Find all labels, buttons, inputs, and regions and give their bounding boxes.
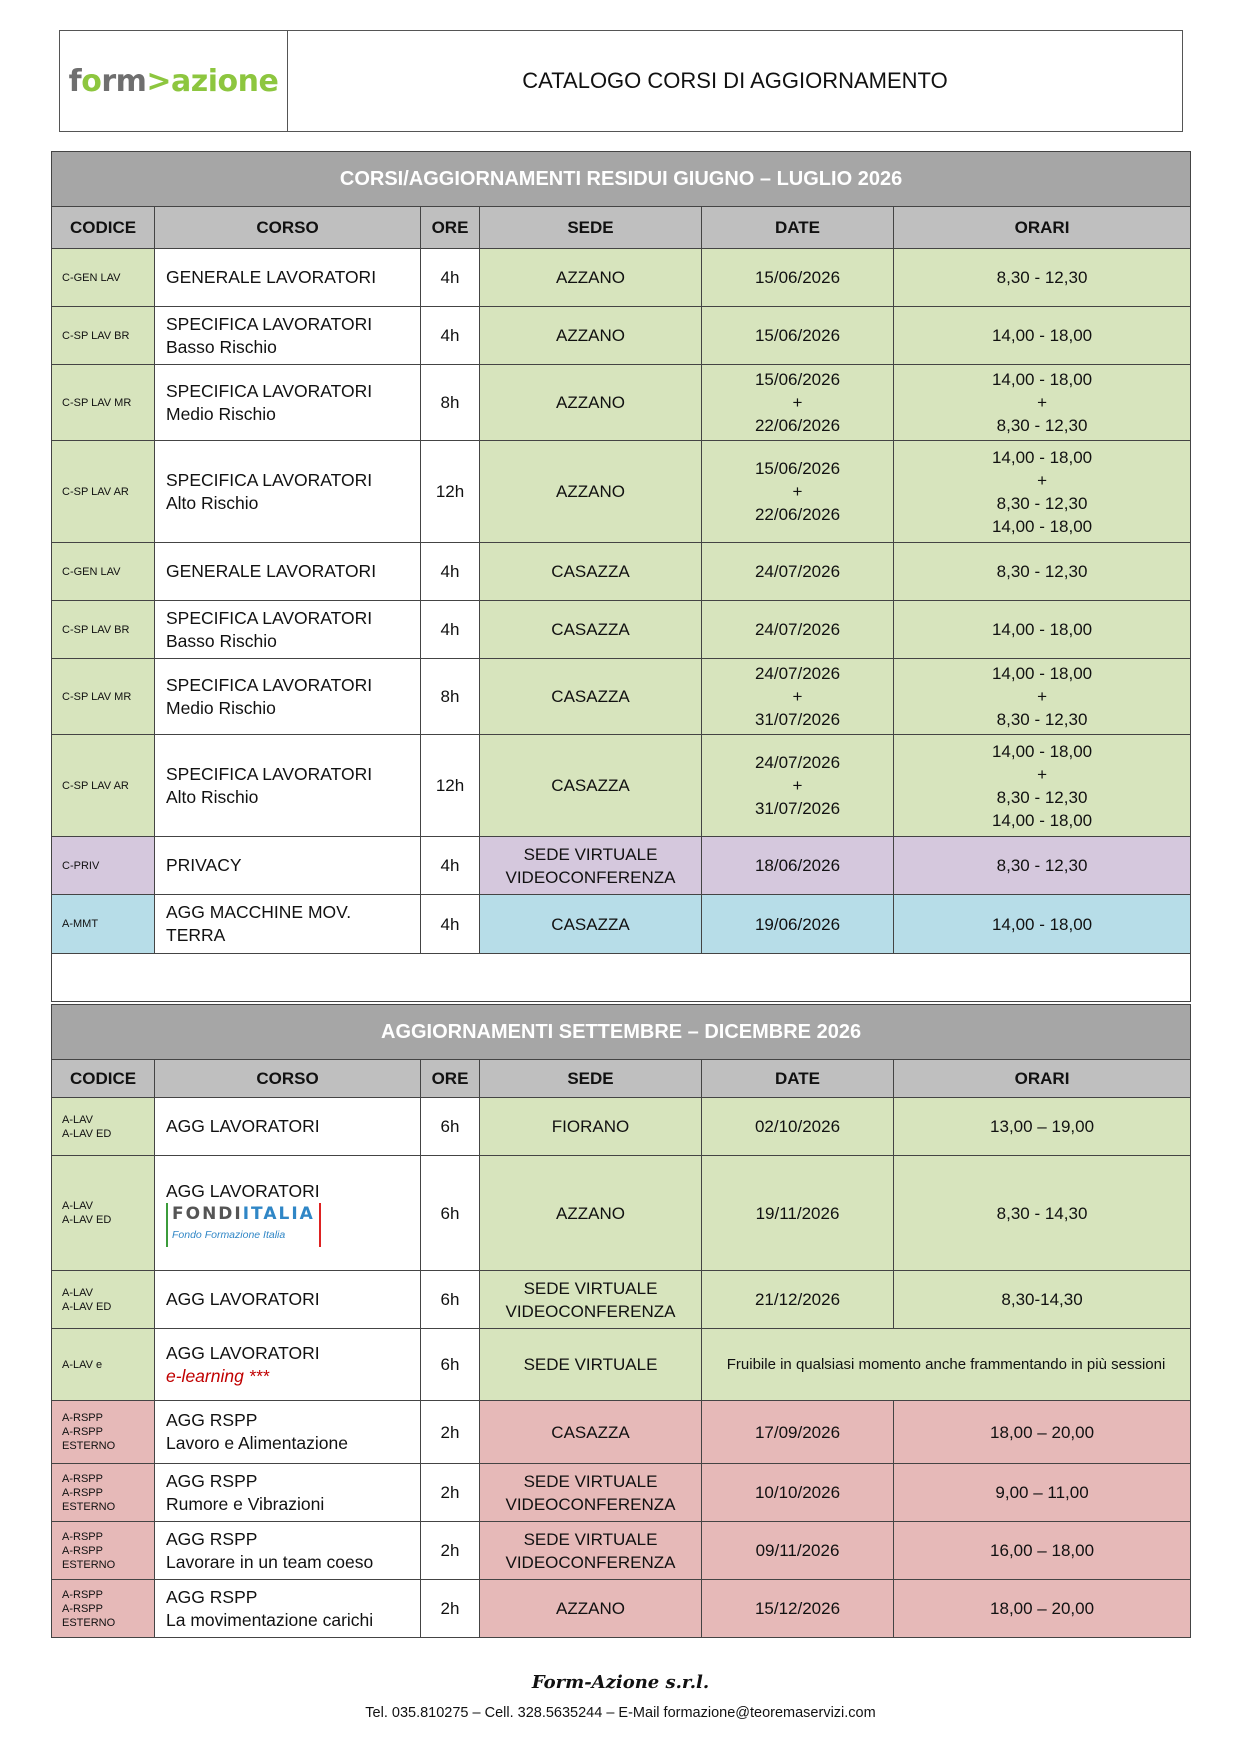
cell-line: 24/07/2026	[754, 562, 841, 581]
cell-line: AZZANO	[556, 1203, 625, 1223]
course-location	[480, 307, 702, 365]
cell-line: 14,00 - 18,00	[991, 447, 1093, 467]
table-row	[52, 441, 1191, 543]
cell-line: 02/10/2026	[754, 1117, 841, 1136]
course-location	[480, 1329, 702, 1401]
cell-line: A-LAV e	[62, 1358, 103, 1371]
column-header: ORE	[421, 207, 480, 249]
course-name	[155, 365, 421, 441]
course-name	[155, 1580, 421, 1638]
table-row	[52, 895, 1191, 954]
cell-line: CASAZZA	[551, 1422, 630, 1442]
course-location	[480, 1156, 702, 1271]
cell-line: A-LAV ED	[62, 1300, 112, 1313]
cell-line: 15/06/2026	[754, 370, 841, 389]
cell-line: 8,30 - 12,30	[996, 416, 1088, 435]
course-times	[894, 1271, 1191, 1329]
column-header: CORSO	[155, 1060, 421, 1098]
cell-line: 14,00 - 18,00	[991, 810, 1093, 830]
course-location	[480, 1271, 702, 1329]
course-name	[155, 1098, 421, 1156]
cell-line: A-LAV ED	[62, 1127, 112, 1140]
course-times	[894, 735, 1191, 837]
cell-line: 31/07/2026	[754, 799, 841, 818]
course-hours: 12h	[421, 441, 480, 543]
course-times	[894, 837, 1191, 895]
cell-line: AGG LAVORATORI	[166, 1116, 320, 1136]
cell-line: A-MMT	[62, 918, 99, 930]
column-header: SEDE	[480, 207, 702, 249]
course-times	[894, 601, 1191, 659]
document-header	[59, 30, 1183, 132]
cell-line: AZZANO	[556, 326, 625, 345]
course-dates	[702, 601, 894, 659]
column-header: CODICE	[52, 207, 155, 249]
cell-line: 14,00 - 18,00	[991, 326, 1093, 345]
course-code	[52, 1580, 155, 1638]
cell-line: C-SP LAV MR	[62, 396, 132, 409]
course-code	[52, 895, 155, 954]
cell-line: C-SP LAV AR	[62, 485, 129, 498]
cell-line: C-SP LAV BR	[62, 329, 130, 342]
cell-line: AGG MACCHINE MOV.	[166, 902, 352, 922]
cell-line: 14,00 - 18,00	[991, 620, 1093, 639]
cell-line: SPECIFICA LAVORATORI	[166, 380, 373, 401]
formazione-logo: form>azione	[68, 63, 279, 99]
course-code	[52, 1464, 155, 1522]
course-dates	[702, 659, 894, 735]
cell-line: 18,00 – 20,00	[990, 1422, 1095, 1442]
course-hours: 4h	[421, 601, 480, 659]
course-hours: 2h	[421, 1401, 480, 1464]
cell-line: 24/07/2026	[754, 664, 841, 683]
cell-line: VIDEOCONFERENZA	[505, 1552, 676, 1572]
cell-line: La movimentazione carichi	[166, 1609, 374, 1630]
cell-line: CASAZZA	[551, 687, 630, 706]
course-dates	[702, 1401, 894, 1464]
cell-line: A-LAV ED	[62, 1214, 112, 1226]
cell-line: C-SP LAV AR	[62, 779, 129, 792]
course-name	[155, 1271, 421, 1329]
course-code	[52, 1522, 155, 1580]
cell-line: PRIVACY	[166, 855, 242, 875]
footer-contacts: Tel. 035.810275 – Cell. 328.5635244 – E-Mail formazione@teoremaservizi.com	[365, 1705, 876, 1721]
cell-line: FIORANO	[551, 1117, 630, 1136]
cell-line: Lavorare in un team coeso	[166, 1551, 374, 1572]
cell-line: AZZANO	[556, 1599, 625, 1618]
footer-company: Form-Azione s.r.l.	[531, 1672, 710, 1693]
course-hours: 2h	[421, 1580, 480, 1638]
course-code	[52, 1329, 155, 1401]
table-row	[52, 1464, 1191, 1522]
cell-line: AGG RSPP	[166, 1586, 258, 1607]
section-title: CORSI/AGGIORNAMENTI RESIDUI GIUGNO – LUGLIO 2026	[52, 152, 1191, 207]
cell-line: A-RSPP	[62, 1412, 103, 1424]
cell-line: Basso Rischio	[166, 336, 277, 357]
cell-line: 8,30 - 12,30	[996, 787, 1088, 807]
course-location	[480, 659, 702, 735]
course-dates	[702, 1522, 894, 1580]
table-row	[52, 1098, 1191, 1156]
cell-line: SEDE VIRTUALE	[523, 844, 658, 864]
table-row	[52, 365, 1191, 441]
cell-line: 17/09/2026	[754, 1422, 841, 1442]
course-code	[52, 543, 155, 601]
course-code	[52, 837, 155, 895]
cell-line: SEDE VIRTUALE	[523, 1355, 658, 1374]
cell-line: A-RSPP	[62, 1588, 103, 1601]
cell-line: GENERALE LAVORATORI	[166, 267, 377, 287]
cell-line: C-SP LAV BR	[62, 623, 130, 636]
table-row	[52, 543, 1191, 601]
cell-line: SEDE VIRTUALE	[523, 1471, 658, 1491]
cell-line: 15/12/2026	[754, 1599, 841, 1618]
course-times	[894, 249, 1191, 307]
table-row	[52, 1156, 1191, 1271]
cell-line: 8,30 - 14,30	[996, 1203, 1088, 1223]
course-dates	[702, 895, 894, 954]
cell-line: AGG LAVORATORI	[166, 1180, 320, 1201]
cell-line: 13,00 – 19,00	[990, 1117, 1095, 1136]
course-location	[480, 1522, 702, 1580]
cell-line: +	[1037, 764, 1047, 784]
cell-line: C-GEN LAV	[62, 271, 121, 284]
cell-line: 19/11/2026	[755, 1203, 840, 1223]
cell-line: Medio Rischio	[166, 403, 276, 424]
cell-line: 14,00 - 18,00	[991, 914, 1093, 934]
course-name	[155, 249, 421, 307]
cell-line: ESTERNO	[62, 1440, 116, 1452]
cell-line: TERRA	[166, 925, 226, 945]
course-name	[155, 1464, 421, 1522]
cell-line: 16,00 – 18,00	[990, 1541, 1095, 1560]
course-name	[155, 543, 421, 601]
course-code	[52, 1401, 155, 1464]
course-dates	[702, 249, 894, 307]
course-location	[480, 1464, 702, 1522]
course-times	[894, 1464, 1191, 1522]
course-hours: 4h	[421, 837, 480, 895]
course-code	[52, 1098, 155, 1156]
cell-line: 09/11/2026	[755, 1541, 840, 1560]
table-row	[52, 249, 1191, 307]
course-code	[52, 307, 155, 365]
cell-line: A-RSPP	[62, 1426, 103, 1438]
cell-line: +	[792, 482, 803, 501]
course-location	[480, 895, 702, 954]
cell-line: 19/06/2026	[754, 914, 841, 934]
course-hours: 2h	[421, 1522, 480, 1580]
course-name	[155, 837, 421, 895]
course-location	[480, 1098, 702, 1156]
cell-line: 10/10/2026	[754, 1483, 841, 1502]
cell-line: AGG LAVORATORI	[166, 1289, 320, 1309]
cell-line: ESTERNO	[62, 1616, 116, 1629]
cell-line: +	[792, 393, 803, 412]
cell-line: VIDEOCONFERENZA	[505, 1301, 676, 1321]
cell-line: A-RSPP	[62, 1544, 103, 1557]
course-location	[480, 543, 702, 601]
elearning-label: e-learning ***	[166, 1365, 270, 1386]
column-header: ORARI	[894, 207, 1191, 249]
cell-line: Medio Rischio	[166, 697, 276, 718]
table-row	[52, 735, 1191, 837]
course-name	[155, 1522, 421, 1580]
course-code	[52, 441, 155, 543]
course-code	[52, 1271, 155, 1329]
cell-line: +	[792, 776, 803, 795]
table-row	[52, 1522, 1191, 1580]
cell-line: Rumore e Vibrazioni	[166, 1493, 325, 1514]
course-name	[155, 441, 421, 543]
table-row	[52, 1271, 1191, 1329]
course-name	[155, 1329, 421, 1401]
cell-line: 8,30 - 12,30	[996, 493, 1088, 513]
column-header: CODICE	[52, 1060, 155, 1098]
cell-line: SPECIFICA LAVORATORI	[166, 313, 373, 334]
spacer-row	[52, 954, 1191, 1002]
column-header: DATE	[702, 207, 894, 249]
course-code	[52, 735, 155, 837]
cell-line: Alto Rischio	[166, 786, 259, 807]
cell-line: Alto Rischio	[166, 492, 259, 513]
course-hours: 12h	[421, 735, 480, 837]
logo-cell	[60, 31, 288, 131]
cell-line: +	[792, 687, 803, 706]
cell-line: AZZANO	[556, 268, 625, 287]
course-dates	[702, 307, 894, 365]
cell-line: AGG RSPP	[166, 1528, 258, 1549]
column-header: CORSO	[155, 207, 421, 249]
cell-line: 22/06/2026	[754, 416, 841, 435]
cell-line: GENERALE LAVORATORI	[166, 561, 377, 581]
cell-line: 9,00 – 11,00	[995, 1483, 1089, 1502]
cell-line: 24/07/2026	[754, 753, 841, 772]
course-times	[894, 1156, 1191, 1271]
cell-line: CASAZZA	[551, 620, 630, 639]
fonditalia-logo: FONDIITALIA Fondo Formazione Italia	[166, 1203, 416, 1247]
cell-line: 18/06/2026	[754, 856, 841, 875]
course-location	[480, 1401, 702, 1464]
cell-line: 8,30-14,30	[1001, 1290, 1083, 1309]
course-dates	[702, 1271, 894, 1329]
cell-line: C-SP LAV MR	[62, 690, 132, 703]
course-name	[155, 1401, 421, 1464]
cell-line: CASAZZA	[551, 914, 630, 934]
cell-line: A-LAV	[62, 1200, 93, 1212]
cell-line: C-GEN LAV	[62, 565, 121, 578]
course-location	[480, 1580, 702, 1638]
cell-line: 8,30 - 12,30	[996, 562, 1088, 581]
course-code	[52, 659, 155, 735]
cell-line: AGG RSPP	[166, 1470, 258, 1491]
course-hours: 2h	[421, 1464, 480, 1522]
cell-line: 15/06/2026	[754, 459, 841, 478]
course-note: Fruibile in qualsiasi momento anche frammentando in più sessioni	[702, 1329, 1191, 1401]
course-location	[480, 441, 702, 543]
cell-line: 8,30 - 12,30	[996, 856, 1088, 875]
course-times	[894, 441, 1191, 543]
course-location	[480, 735, 702, 837]
cell-line: ESTERNO	[62, 1558, 116, 1571]
cell-line: SPECIFICA LAVORATORI	[166, 607, 373, 628]
table-giugno-luglio	[51, 151, 1191, 1002]
section-title: AGGIORNAMENTI SETTEMBRE – DICEMBRE 2026	[52, 1005, 1191, 1060]
cell-line: 15/06/2026	[754, 268, 841, 287]
course-times	[894, 365, 1191, 441]
cell-line: 22/06/2026	[754, 505, 841, 524]
table-row	[52, 1329, 1191, 1401]
cell-line: SPECIFICA LAVORATORI	[166, 674, 373, 695]
course-dates	[702, 1098, 894, 1156]
course-hours: 8h	[421, 365, 480, 441]
course-times	[894, 1098, 1191, 1156]
cell-line: SPECIFICA LAVORATORI	[166, 469, 373, 490]
course-times	[894, 1401, 1191, 1464]
table-settembre-dicembre	[51, 1004, 1191, 1638]
course-times	[894, 895, 1191, 954]
cell-line: A-RSPP	[62, 1472, 103, 1485]
course-hours: 4h	[421, 895, 480, 954]
cell-line: ESTERNO	[62, 1500, 116, 1513]
column-header: SEDE	[480, 1060, 702, 1098]
cell-line: SEDE VIRTUALE	[523, 1278, 658, 1298]
column-header: ORE	[421, 1060, 480, 1098]
course-dates	[702, 441, 894, 543]
cell-line: A-RSPP	[62, 1530, 103, 1543]
course-hours: 6h	[421, 1156, 480, 1271]
cell-line: SPECIFICA LAVORATORI	[166, 763, 373, 784]
cell-line: 31/07/2026	[754, 710, 841, 729]
cell-line: 18,00 – 20,00	[990, 1599, 1095, 1618]
course-hours: 4h	[421, 249, 480, 307]
cell-line: 14,00 - 18,00	[991, 370, 1093, 389]
cell-line: 14,00 - 18,00	[991, 516, 1093, 536]
course-name	[155, 895, 421, 954]
course-code	[52, 249, 155, 307]
page-title: CATALOGO CORSI DI AGGIORNAMENTO	[522, 68, 948, 93]
cell-line: A-LAV	[62, 1113, 93, 1126]
table-row	[52, 307, 1191, 365]
cell-line: 14,00 - 18,00	[991, 741, 1093, 761]
cell-line: AZZANO	[556, 393, 625, 412]
cell-line: 8,30 - 12,30	[996, 268, 1088, 287]
cell-line: 14,00 - 18,00	[991, 664, 1093, 683]
table-row	[52, 837, 1191, 895]
course-dates	[702, 1580, 894, 1638]
course-hours: 8h	[421, 659, 480, 735]
table-row	[52, 1401, 1191, 1464]
course-name	[155, 659, 421, 735]
course-hours: 6h	[421, 1271, 480, 1329]
cell-line: 8,30 - 12,30	[996, 710, 1088, 729]
cell-line: CASAZZA	[551, 776, 630, 795]
course-dates	[702, 543, 894, 601]
course-code	[52, 601, 155, 659]
course-location	[480, 837, 702, 895]
cell-line: C-PRIV	[62, 859, 100, 872]
cell-line: 24/07/2026	[754, 620, 841, 639]
course-location	[480, 365, 702, 441]
course-code	[52, 1156, 155, 1271]
course-times	[894, 543, 1191, 601]
cell-line: Lavoro e Alimentazione	[166, 1433, 348, 1453]
course-hours: 6h	[421, 1098, 480, 1156]
course-dates	[702, 735, 894, 837]
course-location	[480, 601, 702, 659]
course-name	[155, 735, 421, 837]
cell-line: AZZANO	[556, 482, 625, 501]
course-dates	[702, 365, 894, 441]
cell-line: +	[1037, 393, 1047, 412]
cell-line: AGG RSPP	[166, 1410, 258, 1430]
course-name	[155, 1156, 421, 1271]
course-times	[894, 1522, 1191, 1580]
cell-line: 21/12/2026	[754, 1290, 841, 1309]
course-times	[894, 1580, 1191, 1638]
course-dates	[702, 1156, 894, 1271]
course-location	[480, 249, 702, 307]
table-row	[52, 1580, 1191, 1638]
cell-line: Basso Rischio	[166, 630, 277, 651]
course-name	[155, 601, 421, 659]
course-dates	[702, 837, 894, 895]
course-hours: 4h	[421, 543, 480, 601]
course-code	[52, 365, 155, 441]
cell-line: A-LAV	[62, 1286, 93, 1299]
course-times	[894, 659, 1191, 735]
cell-line: A-RSPP	[62, 1486, 103, 1499]
course-dates	[702, 1464, 894, 1522]
column-header: ORARI	[894, 1060, 1191, 1098]
cell-line: CASAZZA	[551, 562, 630, 581]
table-row	[52, 601, 1191, 659]
course-times	[894, 307, 1191, 365]
course-hours: 4h	[421, 307, 480, 365]
column-header: DATE	[702, 1060, 894, 1098]
cell-line: +	[1037, 470, 1047, 490]
cell-line: 15/06/2026	[754, 326, 841, 345]
cell-line: AGG LAVORATORI	[166, 1342, 320, 1363]
cell-line: VIDEOCONFERENZA	[505, 1494, 676, 1514]
cell-line: VIDEOCONFERENZA	[505, 867, 676, 887]
table-row	[52, 659, 1191, 735]
course-name	[155, 307, 421, 365]
course-hours: 6h	[421, 1329, 480, 1401]
cell-line: +	[1037, 687, 1047, 706]
cell-line: A-RSPP	[62, 1602, 103, 1615]
cell-line: SEDE VIRTUALE	[523, 1529, 658, 1549]
